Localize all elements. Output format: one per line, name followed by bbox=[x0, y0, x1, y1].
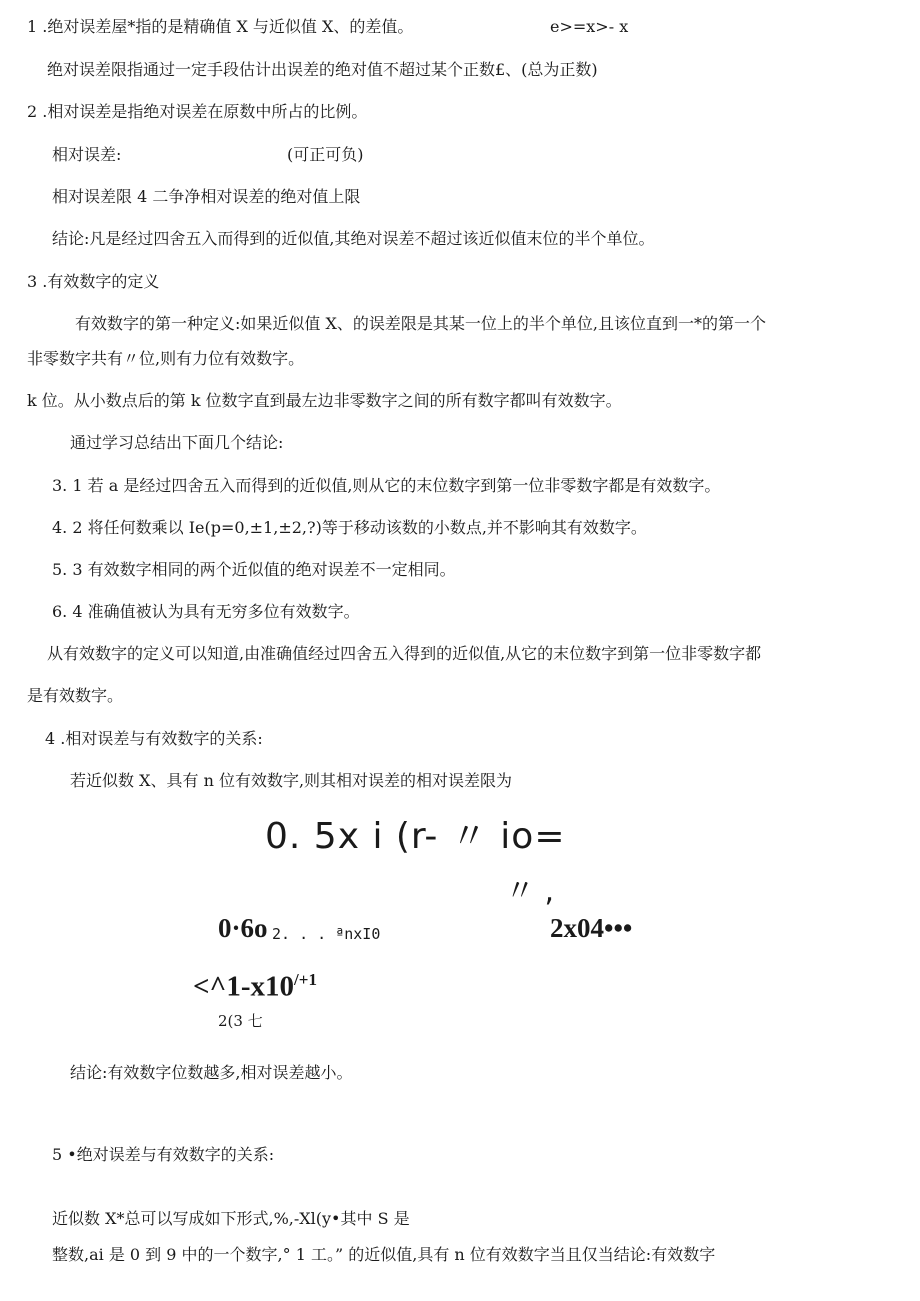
relative-error-sign-note: (可正可负) bbox=[287, 145, 364, 164]
formula-line-1: 0. 5x i (r- 〃 io= bbox=[265, 816, 566, 857]
paragraph-significant-digits-line1: 从有效数字的定义可以知道,由准确值经过四舍五入得到的近似值,从它的末位数字到第一位非零数字都 bbox=[47, 644, 762, 663]
significant-digits-definition-line1: 有效数字的第一种定义:如果近似值 X、的误差限是其某一位上的半个单位,且该位直到一*的第一个 bbox=[75, 314, 766, 333]
relative-error-bound-text: 相对误差限 4 二争净相对误差的绝对值上限 bbox=[52, 187, 361, 206]
conclusion-relative-error: 结论:有效数字位数越多,相对误差越小。 bbox=[70, 1063, 353, 1082]
formula-line-3-rhs: 2x04••• bbox=[550, 913, 633, 943]
section-2-heading: 2 .相对误差是指绝对误差在原数中所占的比例。 bbox=[27, 102, 368, 121]
section-5-heading: 5 •绝对误差与有效数字的关系: bbox=[52, 1145, 275, 1164]
conclusion-item-1: 3. 1 若 a 是经过四舍五入而得到的近似值,则从它的末位数字到第一位非零数字都是有效数字。 bbox=[52, 476, 721, 495]
section-4-heading: 4 .相对误差与有效数字的关系: bbox=[45, 729, 263, 748]
paragraph-significant-digits-line2: 是有效数字。 bbox=[27, 686, 124, 705]
absolute-error-relation-line1: 近似数 X*总可以写成如下形式,%,-Xl(y•其中 S 是 bbox=[52, 1209, 410, 1228]
conclusion-rounding: 结论:凡是经过四舍五入而得到的近似值,其绝对误差不超过该近似值末位的半个单位。 bbox=[52, 229, 655, 248]
conclusions-intro: 通过学习总结出下面几个结论: bbox=[70, 433, 284, 452]
formula-line-3-mid: 2. . . ªnxI0 bbox=[272, 925, 381, 943]
absolute-error-formula: e>=x>- x bbox=[550, 17, 629, 36]
conclusion-item-2: 4. 2 将任何数乘以 Ie(p=0,±1,±2,?)等于移动该数的小数点,并不影响其有效数字。 bbox=[52, 518, 647, 537]
formula-line-4-exponent: /+1 bbox=[294, 970, 317, 989]
formula-line-4-main: <^1-x10 bbox=[193, 970, 295, 1003]
absolute-error-bound-text: 绝对误差限指通过一定手段估计出误差的绝对值不超过某个正数£、(总为正数) bbox=[47, 60, 598, 79]
conclusion-item-4: 6. 4 准确值被认为具有无穷多位有效数字。 bbox=[52, 602, 360, 621]
formula-line-5: 2(3 七 bbox=[218, 1012, 263, 1030]
relative-error-relation-text: 若近似数 X、具有 n 位有效数字,则其相对误差的相对误差限为 bbox=[70, 771, 513, 790]
formula-line-2: 〃 , bbox=[505, 874, 555, 909]
relative-error-label: 相对误差: bbox=[52, 145, 122, 164]
significant-digits-second-definition: k 位。从小数点后的第 k 位数字直到最左边非零数字之间的所有数字都叫有效数字。 bbox=[27, 391, 622, 410]
section-3-heading: 3 .有效数字的定义 bbox=[27, 272, 160, 291]
section-1-heading: 1 .绝对误差屋*指的是精确值 X 与近似值 X、的差值。 bbox=[27, 17, 414, 36]
absolute-error-relation-line2: 整数,ai 是 0 到 9 中的一个数字,° 1 工。” 的近似值,具有 n 位有效数字当且仅当结论:有效数字 bbox=[52, 1245, 716, 1264]
formula-line-3-lhs: 0·6o bbox=[218, 913, 268, 943]
formula-line-4 bbox=[193, 970, 317, 1004]
significant-digits-definition-line2: 非零数字共有〃位,则有力位有效数字。 bbox=[27, 349, 305, 368]
conclusion-item-3: 5. 3 有效数字相同的两个近似值的绝对误差不一定相同。 bbox=[52, 560, 456, 579]
